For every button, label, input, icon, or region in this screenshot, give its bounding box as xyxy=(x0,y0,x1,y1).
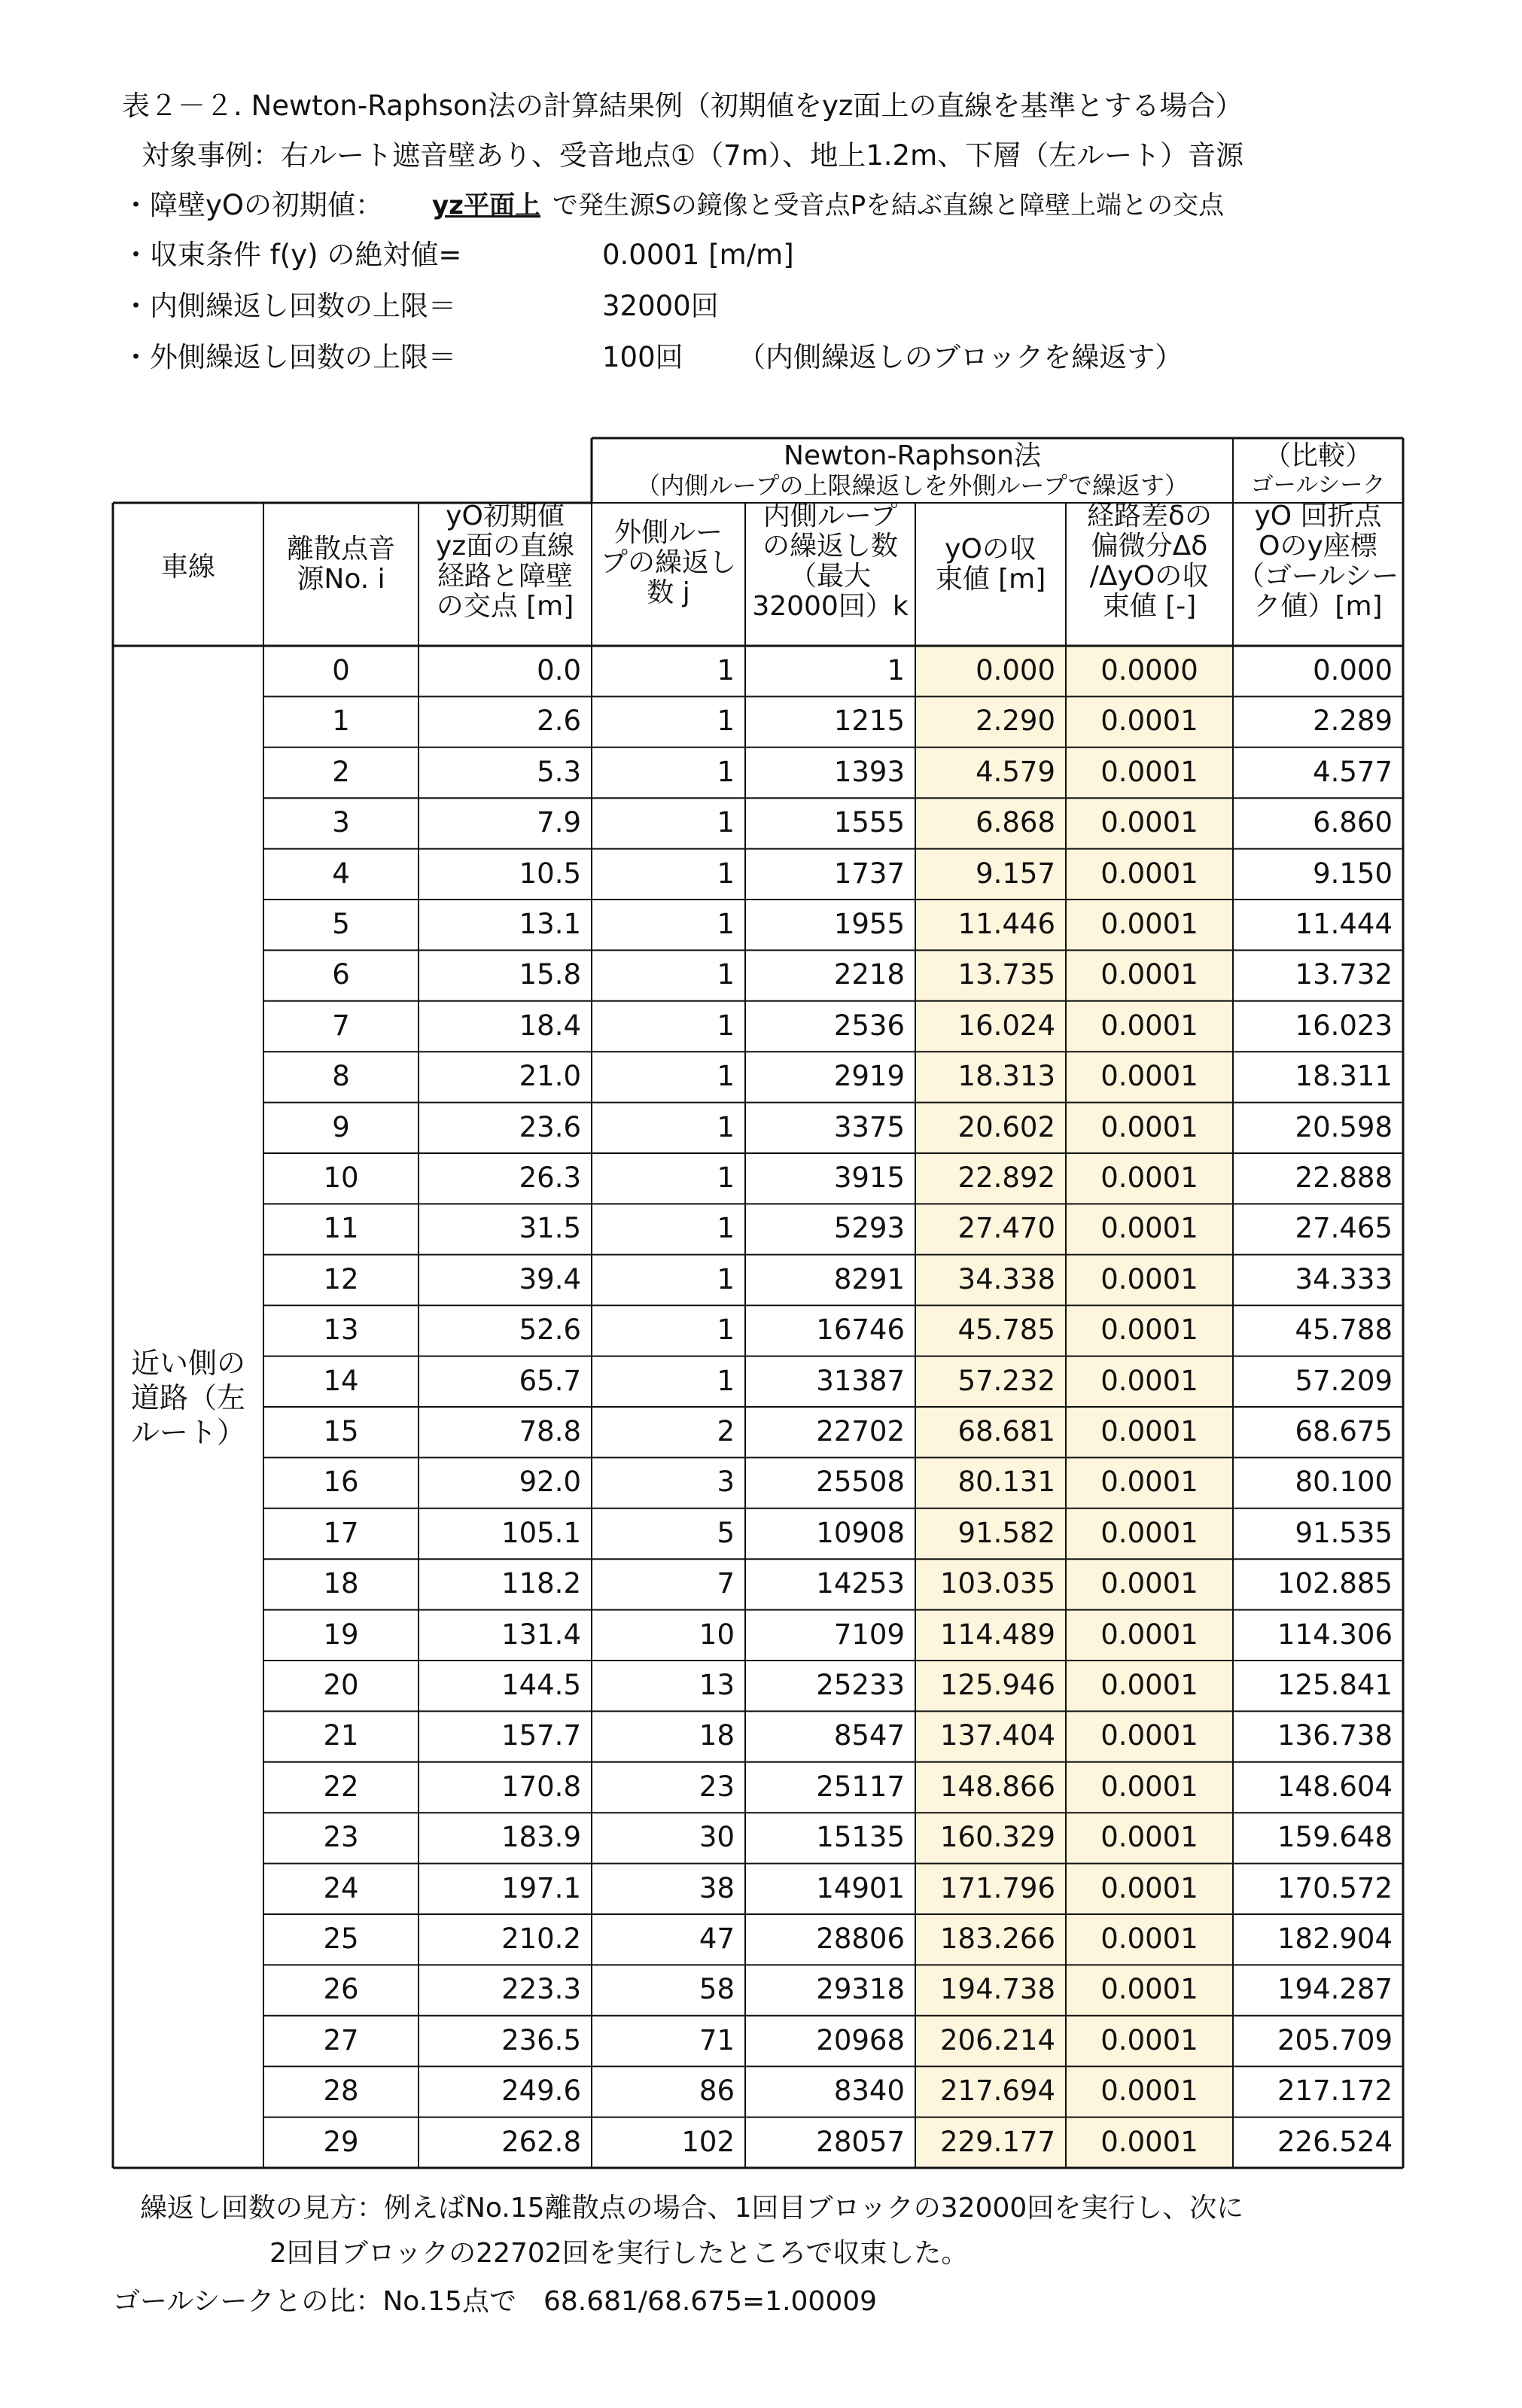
outer-loop-count: 1 xyxy=(717,1009,735,1042)
inner-loop-count: 14253 xyxy=(816,1567,905,1600)
initial-value: 7.9 xyxy=(537,806,581,839)
partial-derivative: 0.0001 xyxy=(1100,1516,1198,1549)
goal-seek-value: 205.709 xyxy=(1277,2023,1393,2056)
col-header-inner-loop: 内側ループ の繰返し数 （最大 32000回）k xyxy=(752,501,909,622)
goal-seek-value: 102.885 xyxy=(1277,1567,1393,1600)
partial-derivative: 0.0001 xyxy=(1100,1618,1198,1651)
col-header-outer-loop: 外側ルー プの繰返し 数 j xyxy=(600,517,736,608)
initial-value: 183.9 xyxy=(501,1821,581,1854)
inner-loop-count: 2919 xyxy=(833,1060,905,1093)
yo-converged: 171.796 xyxy=(939,1871,1055,1904)
yo-converged: 27.470 xyxy=(957,1212,1055,1245)
yo-converged: 13.735 xyxy=(957,958,1055,991)
outer-label: ・外側繰返し回数の上限＝ xyxy=(122,341,456,373)
goal-seek-value: 11.444 xyxy=(1295,908,1393,940)
inner-loop-count: 16746 xyxy=(816,1314,905,1347)
inner-loop-count: 25233 xyxy=(816,1669,905,1701)
yo-converged: 57.232 xyxy=(957,1364,1055,1397)
outer-loop-count: 1 xyxy=(717,1314,735,1347)
inner-loop-count: 1215 xyxy=(833,705,905,738)
inner-loop-count: 28806 xyxy=(816,1922,905,1955)
col-header-point-no: 離散点音 源No. i xyxy=(286,534,395,595)
inner-loop-count: 1555 xyxy=(833,806,905,839)
yo-converged: 148.866 xyxy=(939,1770,1055,1803)
goal-seek-value: 13.732 xyxy=(1295,958,1393,991)
partial-derivative: 0.0001 xyxy=(1100,1110,1198,1143)
yo-converged: 16.024 xyxy=(957,1009,1055,1042)
inner-label: ・内側繰返し回数の上限＝ xyxy=(122,290,456,322)
col-header-partial-derivative: 経路差δの 偏微分Δδ /ΔyOの収 束値 [-] xyxy=(1086,501,1213,622)
initial-value: 52.6 xyxy=(519,1314,581,1347)
yo-converged: 11.446 xyxy=(957,908,1055,940)
goal-seek-value: 45.788 xyxy=(1295,1314,1393,1347)
point-no: 0 xyxy=(332,654,350,686)
initial-value: 262.8 xyxy=(501,2125,581,2158)
outer-note: （内側繰返しのブロックを繰返す） xyxy=(738,341,1183,373)
conv-value: 0.0001 [m/m] xyxy=(602,239,794,271)
point-no: 28 xyxy=(323,2075,359,2108)
yo-converged: 18.313 xyxy=(957,1060,1055,1093)
yo-converged: 0.000 xyxy=(976,654,1055,686)
initial-value: 236.5 xyxy=(501,2023,581,2056)
yo-converged: 80.131 xyxy=(957,1466,1055,1499)
initial-value: 10.5 xyxy=(519,857,581,890)
inner-value: 32000回 xyxy=(602,290,719,322)
inner-loop-count: 22702 xyxy=(816,1415,905,1448)
inner-loop-count: 28057 xyxy=(816,2125,905,2158)
note-line-3: ゴールシークとの比：No.15点で 68.681/68.675=1.00009 xyxy=(113,2286,878,2317)
inner-loop-count: 20968 xyxy=(816,2023,905,2056)
initial-value: 210.2 xyxy=(501,1922,581,1955)
init-value-rest: で発生源Sの鏡像と受音点Pを結ぶ直線と障壁上端との交点 xyxy=(552,190,1225,221)
partial-derivative: 0.0001 xyxy=(1100,705,1198,738)
inner-loop-count: 10908 xyxy=(816,1516,905,1549)
point-no: 24 xyxy=(323,1871,359,1904)
goal-seek-value: 9.150 xyxy=(1313,857,1393,890)
initial-value: 78.8 xyxy=(519,1415,581,1448)
point-no: 4 xyxy=(332,857,350,890)
initial-value: 92.0 xyxy=(519,1466,581,1499)
partial-derivative: 0.0000 xyxy=(1100,654,1198,686)
point-no: 18 xyxy=(323,1567,359,1600)
table-title: 表２－２. Newton-Raphson法の計算結果例（初期値をyz面上の直線を基準とする場合） xyxy=(122,90,1243,122)
partial-derivative: 0.0001 xyxy=(1100,1060,1198,1093)
goal-seek-value: 170.572 xyxy=(1277,1871,1393,1904)
point-no: 19 xyxy=(323,1618,359,1651)
point-no: 12 xyxy=(323,1262,359,1295)
partial-derivative: 0.0001 xyxy=(1100,2075,1198,2108)
point-no: 3 xyxy=(332,806,350,839)
inner-loop-count: 25508 xyxy=(816,1466,905,1499)
outer-loop-count: 23 xyxy=(699,1770,735,1803)
goal-seek-value: 182.904 xyxy=(1277,1922,1393,1955)
initial-value: 65.7 xyxy=(519,1364,581,1397)
goal-seek-value: 20.598 xyxy=(1295,1110,1393,1143)
yo-converged: 137.404 xyxy=(939,1719,1055,1752)
point-no: 15 xyxy=(323,1415,359,1448)
partial-derivative: 0.0001 xyxy=(1100,1669,1198,1701)
initial-value: 2.6 xyxy=(537,705,581,738)
initial-value: 5.3 xyxy=(537,755,581,788)
point-no: 22 xyxy=(323,1770,359,1803)
yo-converged: 206.214 xyxy=(939,2023,1055,2056)
group-header-newton-raphson: Newton-Raphson法 xyxy=(783,440,1042,471)
yo-converged: 4.579 xyxy=(976,755,1055,788)
goal-seek-value: 57.209 xyxy=(1295,1364,1393,1397)
partial-derivative: 0.0001 xyxy=(1100,1212,1198,1245)
yo-converged: 229.177 xyxy=(939,2125,1055,2158)
point-no: 6 xyxy=(332,958,350,991)
point-no: 20 xyxy=(323,1669,359,1701)
outer-loop-count: 1 xyxy=(717,1110,735,1143)
goal-seek-value: 34.333 xyxy=(1295,1262,1393,1295)
inner-loop-count: 31387 xyxy=(816,1364,905,1397)
initial-value: 31.5 xyxy=(519,1212,581,1245)
point-no: 23 xyxy=(323,1821,359,1854)
inner-loop-count: 7109 xyxy=(833,1618,905,1651)
goal-seek-value: 114.306 xyxy=(1277,1618,1393,1651)
yo-converged: 114.489 xyxy=(939,1618,1055,1651)
point-no: 14 xyxy=(323,1364,359,1397)
partial-derivative: 0.0001 xyxy=(1100,806,1198,839)
col-header-initial-value: yO初期値 yz面の直線 経路と障壁 の交点 [m] xyxy=(435,501,575,622)
partial-derivative: 0.0001 xyxy=(1100,1161,1198,1194)
outer-loop-count: 1 xyxy=(717,1161,735,1194)
goal-seek-value: 4.577 xyxy=(1313,755,1393,788)
outer-loop-count: 10 xyxy=(699,1618,735,1651)
point-no: 13 xyxy=(323,1314,359,1347)
point-no: 16 xyxy=(323,1466,359,1499)
outer-loop-count: 1 xyxy=(717,908,735,940)
point-no: 2 xyxy=(332,755,350,788)
group-header-compare: （比較） xyxy=(1263,440,1372,471)
yo-converged: 103.035 xyxy=(939,1567,1055,1600)
initial-value: 0.0 xyxy=(537,654,581,686)
point-no: 9 xyxy=(332,1110,350,1143)
partial-derivative: 0.0001 xyxy=(1100,1364,1198,1397)
point-no: 5 xyxy=(332,908,350,940)
point-no: 10 xyxy=(323,1161,359,1194)
col-header-goal-seek: yO 回折点 Oのy座標 （ゴールシー ク値）[m] xyxy=(1237,501,1399,622)
inner-loop-count: 1955 xyxy=(833,908,905,940)
col-header-lane: 車線 xyxy=(160,552,215,583)
partial-derivative: 0.0001 xyxy=(1100,1415,1198,1448)
outer-loop-count: 1 xyxy=(717,654,735,686)
outer-loop-count: 1 xyxy=(717,705,735,738)
outer-loop-count: 1 xyxy=(717,857,735,890)
yo-converged: 183.266 xyxy=(939,1922,1055,1955)
partial-derivative: 0.0001 xyxy=(1100,1009,1198,1042)
outer-loop-count: 5 xyxy=(717,1516,735,1549)
initial-value: 197.1 xyxy=(501,1871,581,1904)
point-no: 25 xyxy=(323,1922,359,1955)
goal-seek-value: 148.604 xyxy=(1277,1770,1393,1803)
partial-derivative: 0.0001 xyxy=(1100,2023,1198,2056)
point-no: 27 xyxy=(323,2023,359,2056)
initial-value: 118.2 xyxy=(501,1567,581,1600)
initial-value: 23.6 xyxy=(519,1110,581,1143)
point-no: 17 xyxy=(323,1516,359,1549)
outer-loop-count: 38 xyxy=(699,1871,735,1904)
inner-loop-count: 1 xyxy=(887,654,905,686)
partial-derivative: 0.0001 xyxy=(1100,908,1198,940)
yo-converged: 125.946 xyxy=(939,1669,1055,1701)
goal-seek-value: 226.524 xyxy=(1277,2125,1393,2158)
initial-value: 157.7 xyxy=(501,1719,581,1752)
inner-loop-count: 2536 xyxy=(833,1009,905,1042)
yo-converged: 68.681 xyxy=(957,1415,1055,1448)
inner-loop-count: 2218 xyxy=(833,958,905,991)
partial-derivative: 0.0001 xyxy=(1100,1719,1198,1752)
outer-loop-count: 102 xyxy=(681,2125,735,2158)
yo-converged: 22.892 xyxy=(957,1161,1055,1194)
init-label: ・障壁yOの初期値： xyxy=(122,189,384,221)
outer-loop-count: 1 xyxy=(717,755,735,788)
point-no: 7 xyxy=(332,1009,350,1042)
yo-converged: 20.602 xyxy=(957,1110,1055,1143)
goal-seek-value: 136.738 xyxy=(1277,1719,1393,1752)
goal-seek-value: 217.172 xyxy=(1277,2075,1393,2108)
outer-loop-count: 1 xyxy=(717,1262,735,1295)
point-no: 8 xyxy=(332,1060,350,1093)
initial-value: 18.4 xyxy=(519,1009,581,1042)
outer-loop-count: 71 xyxy=(699,2023,735,2056)
inner-loop-count: 15135 xyxy=(816,1821,905,1854)
yo-converged: 9.157 xyxy=(976,857,1055,890)
partial-derivative: 0.0001 xyxy=(1100,1567,1198,1600)
inner-loop-count: 1393 xyxy=(833,755,905,788)
partial-derivative: 0.0001 xyxy=(1100,2125,1198,2158)
initial-value: 223.3 xyxy=(501,1973,581,2006)
partial-derivative: 0.0001 xyxy=(1100,1821,1198,1854)
yo-converged: 194.738 xyxy=(939,1973,1055,2006)
outer-loop-count: 1 xyxy=(717,806,735,839)
partial-derivative: 0.0001 xyxy=(1100,1466,1198,1499)
note-line-1: 繰返し回数の見方：例えばNo.15離散点の場合、1回目ブロックの32000回を実行し、次に xyxy=(140,2193,1244,2224)
goal-seek-value: 16.023 xyxy=(1295,1009,1393,1042)
goal-seek-value: 2.289 xyxy=(1313,705,1393,738)
inner-loop-count: 25117 xyxy=(816,1770,905,1803)
goal-seek-value: 68.675 xyxy=(1295,1415,1393,1448)
group-header-newton-raphson-sub: （内側ループの上限繰返しを外側ループで繰返す） xyxy=(636,471,1189,500)
goal-seek-value: 194.287 xyxy=(1277,1973,1393,2006)
inner-loop-count: 5293 xyxy=(833,1212,905,1245)
goal-seek-value: 18.311 xyxy=(1295,1060,1393,1093)
partial-derivative: 0.0001 xyxy=(1100,1922,1198,1955)
yo-converged: 160.329 xyxy=(939,1821,1055,1854)
goal-seek-value: 6.860 xyxy=(1313,806,1393,839)
goal-seek-value: 125.841 xyxy=(1277,1669,1393,1701)
goal-seek-value: 91.535 xyxy=(1295,1516,1393,1549)
lane-label: 近い側の 道路（左 ルート） xyxy=(130,1347,245,1449)
init-value-underlined: yz平面上 xyxy=(432,190,540,221)
initial-value: 26.3 xyxy=(519,1161,581,1194)
outer-loop-count: 7 xyxy=(717,1567,735,1600)
inner-loop-count: 8340 xyxy=(833,2075,905,2108)
outer-loop-count: 2 xyxy=(717,1415,735,1448)
partial-derivative: 0.0001 xyxy=(1100,857,1198,890)
outer-loop-count: 1 xyxy=(717,1364,735,1397)
inner-loop-count: 29318 xyxy=(816,1973,905,2006)
partial-derivative: 0.0001 xyxy=(1100,958,1198,991)
conv-label: ・収束条件 f(y) の絶対値= xyxy=(122,239,462,271)
goal-seek-value: 0.000 xyxy=(1313,654,1393,686)
goal-seek-value: 80.100 xyxy=(1295,1466,1393,1499)
goal-seek-value: 27.465 xyxy=(1295,1212,1393,1245)
yo-converged: 217.694 xyxy=(939,2075,1055,2108)
point-no: 26 xyxy=(323,1973,359,2006)
outer-loop-count: 3 xyxy=(717,1466,735,1499)
outer-loop-count: 86 xyxy=(699,2075,735,2108)
partial-derivative: 0.0001 xyxy=(1100,1262,1198,1295)
yo-converged: 34.338 xyxy=(957,1262,1055,1295)
note-line-2: 2回目ブロックの22702回を実行したところで収束した。 xyxy=(269,2238,969,2269)
goal-seek-value: 22.888 xyxy=(1295,1161,1393,1194)
outer-loop-count: 1 xyxy=(717,1212,735,1245)
partial-derivative: 0.0001 xyxy=(1100,755,1198,788)
partial-derivative: 0.0001 xyxy=(1100,1871,1198,1904)
point-no: 21 xyxy=(323,1719,359,1752)
outer-loop-count: 58 xyxy=(699,1973,735,2006)
col-header-yo-converged: yOの収 束値 [m] xyxy=(935,534,1046,595)
outer-loop-count: 1 xyxy=(717,1060,735,1093)
case-description: 対象事例：右ルート遮音壁あり、受音地点①（7m）、地上1.2m、下層（左ルート）音源 xyxy=(142,139,1244,172)
yo-converged: 6.868 xyxy=(976,806,1055,839)
outer-loop-count: 30 xyxy=(699,1821,735,1854)
initial-value: 170.8 xyxy=(501,1770,581,1803)
yo-converged: 2.290 xyxy=(976,705,1055,738)
inner-loop-count: 14901 xyxy=(816,1871,905,1904)
goal-seek-value: 159.648 xyxy=(1277,1821,1393,1854)
yo-converged: 91.582 xyxy=(957,1516,1055,1549)
outer-loop-count: 1 xyxy=(717,958,735,991)
outer-loop-count: 47 xyxy=(699,1922,735,1955)
partial-derivative: 0.0001 xyxy=(1100,1770,1198,1803)
initial-value: 131.4 xyxy=(501,1618,581,1651)
initial-value: 13.1 xyxy=(519,908,581,940)
initial-value: 105.1 xyxy=(501,1516,581,1549)
partial-derivative: 0.0001 xyxy=(1100,1314,1198,1347)
outer-loop-count: 18 xyxy=(699,1719,735,1752)
group-header-compare-sub: ゴールシーク xyxy=(1250,472,1386,498)
initial-value: 249.6 xyxy=(501,2075,581,2108)
outer-loop-count: 13 xyxy=(699,1669,735,1701)
inner-loop-count: 3375 xyxy=(833,1110,905,1143)
initial-value: 21.0 xyxy=(519,1060,581,1093)
initial-value: 39.4 xyxy=(519,1262,581,1295)
outer-value: 100回 xyxy=(602,341,683,373)
initial-value: 144.5 xyxy=(501,1669,581,1701)
inner-loop-count: 8291 xyxy=(833,1262,905,1295)
point-no: 1 xyxy=(332,705,350,738)
inner-loop-count: 3915 xyxy=(833,1161,905,1194)
point-no: 11 xyxy=(323,1212,359,1245)
inner-loop-count: 8547 xyxy=(833,1719,905,1752)
inner-loop-count: 1737 xyxy=(833,857,905,890)
partial-derivative: 0.0001 xyxy=(1100,1973,1198,2006)
yo-converged: 45.785 xyxy=(957,1314,1055,1347)
initial-value: 15.8 xyxy=(519,958,581,991)
point-no: 29 xyxy=(323,2125,359,2158)
